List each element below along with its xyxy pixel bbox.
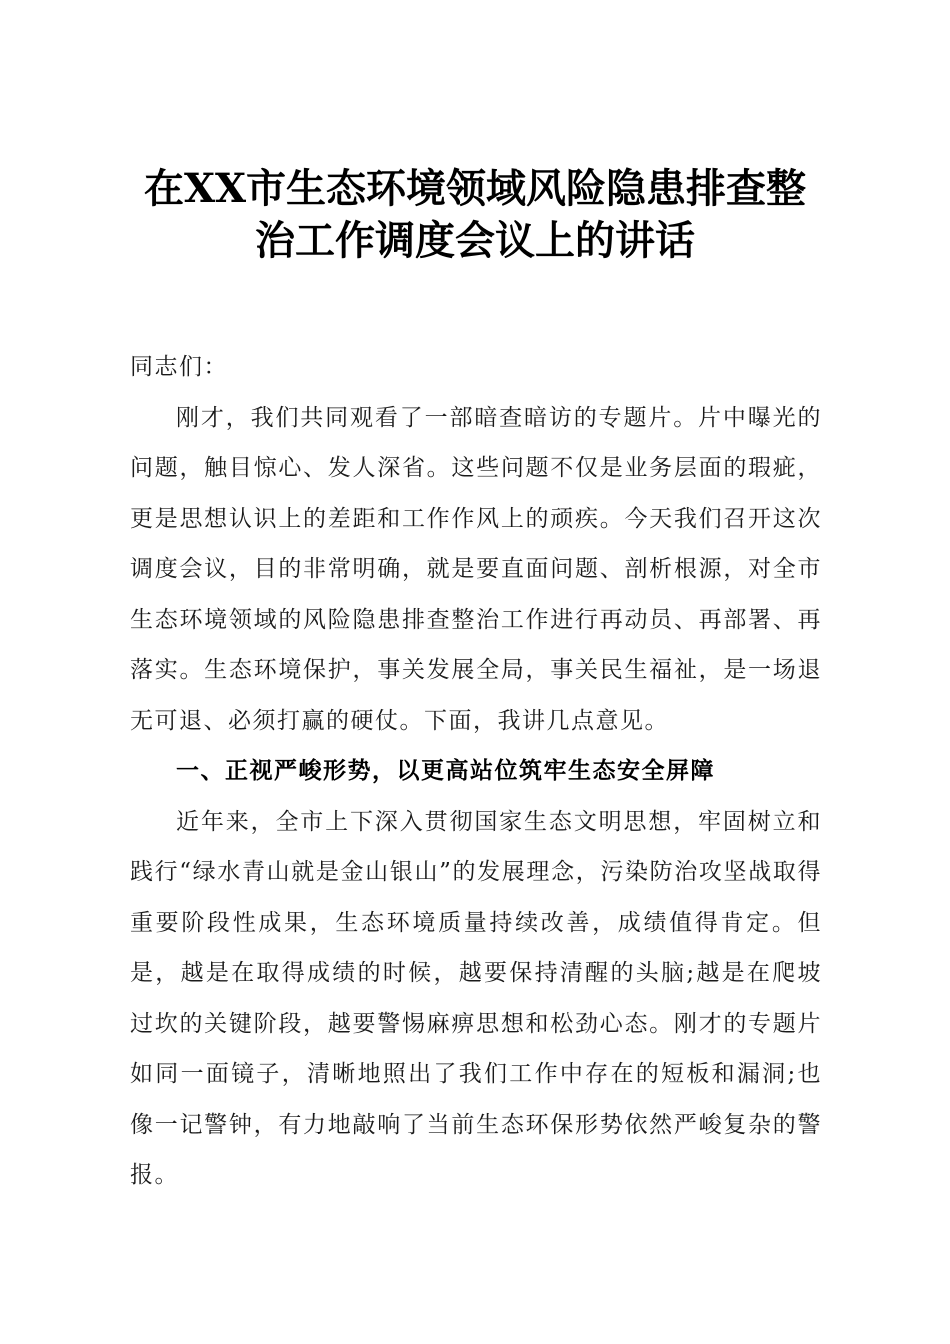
document-body [130,342,822,1201]
title-line-1: 在XX市生态环境领域风险隐患排查整 [143,165,807,212]
title-line-2: 治工作调度会议上的讲话 [255,217,695,264]
document-title [110,163,840,267]
section-1-heading: 一、正视严峻形势，以更高站位筑牢生态安全屏障 [176,757,715,784]
paragraph-1: 刚才，我们共同观看了一部暗查暗访的专题片。片中曝光的问题，触目惊心、发人深省。这些问题不仅是业务层面的瑕疵，更是思想认识上的差距和工作作风上的顽疾。今天我们召开这次调度会议，目的非常明确，就是要直面问题、剖析根源，对全市生态环境领域的风险隐患排查整治工作进行再动员、再部署、再落实。生态环境保护，事关发展全局，事关民生福祉，是一场退无可退、必须打赢的硬仗。下面，我讲几点意见。 [130,404,822,734]
paragraph-2: 近年来，全市上下深入贯彻国家生态文明思想，牢固树立和践行“绿水青山就是金山银山”的发展理念，污染防治攻坚战取得重要阶段性成果，生态环境质量持续改善，成绩值得肯定。但是，越是在取得成绩的时候，越要保持清醒的头脑;越是在爬坡过坎的关键阶段，越要警惕麻痹思想和松劲心态。刚才的专题片如同一面镜子，清晰地照出了我们工作中存在的短板和漏洞;也像一记警钟，有力地敲响了当前生态环保形势依然严峻复杂的警报。 [130,808,822,1188]
salutation: 同志们： [130,354,228,380]
